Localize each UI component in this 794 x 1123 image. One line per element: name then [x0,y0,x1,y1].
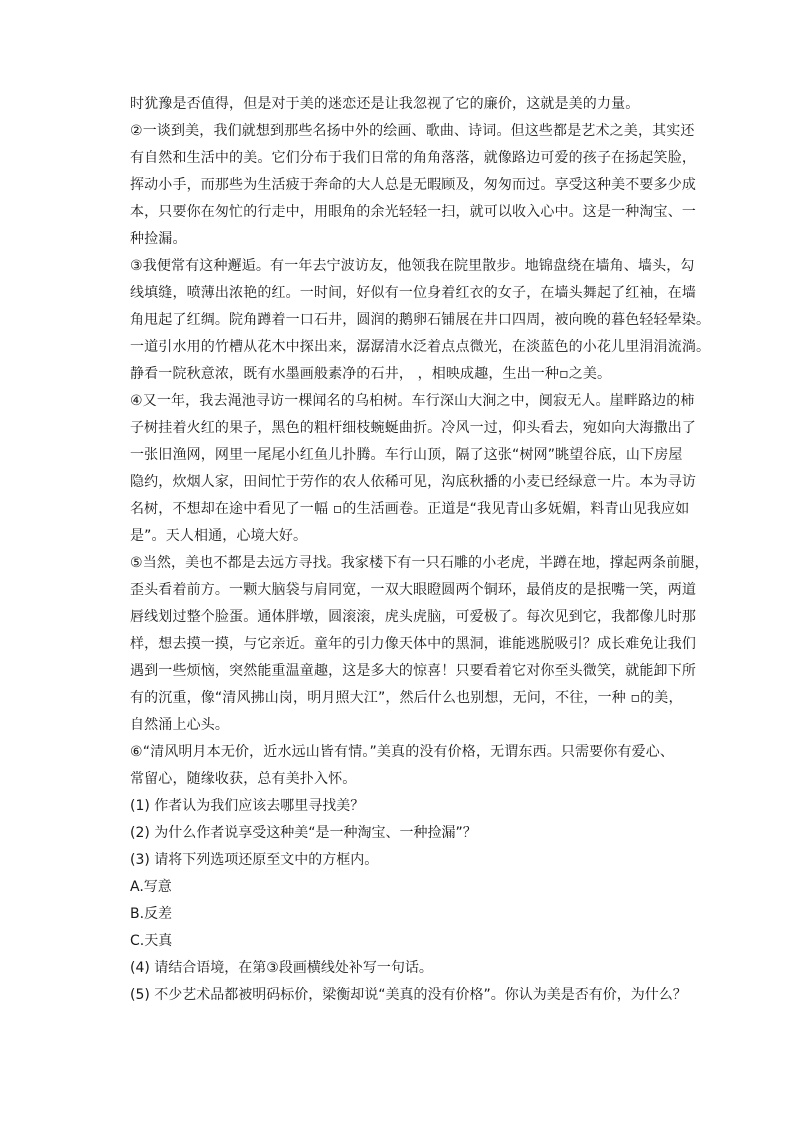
passage-line: ⑤当然，美也不都是去远方寻找。我家楼下有一只石雕的小老虎，半蹲在地，撑起两条前腿， [130,555,709,571]
question-1: (1) 作者认为我们应该去哪里寻找美？ [130,798,365,814]
passage-line: 子树挂着火红的果子，黑色的粗杆细枝蜿蜒曲折。冷风一过，仰头看去，宛如向大海撒出了 [130,420,696,436]
passage-line: 线填缝，喷薄出浓艳的红。一时间，好似有一位身着红衣的女子，在墙头舞起了红袖，在墙 [130,285,696,301]
question-2: (2) 为什么作者说享受这种美“是一种淘宝、一种捡漏”？ [130,825,477,841]
passage-line: 样，想去摸一摸，与它亲近。童年的引力像天体中的黑洞，谁能逃脱吸引？成长难免让我们 [130,636,696,652]
passage-line: 名树，不想却在途中看见了一幅 ▫的生活画卷。正道是“我见青山多妩媚，料青山见我应如 [130,501,690,517]
passage-line: 种捡漏。 [130,231,187,247]
passage-line: ④又一年，我去渑池寻访一棵闻名的乌桕树。车行深山大涧之中，阒寂无人。崖畔路边的柿 [130,393,695,409]
passage-line: 静看一院秋意浓，既有水墨画般素净的石井， ，相映成趣，生出一种▫之美。 [130,366,612,382]
passage-line: 自然涌上心头。 [130,717,230,733]
passage-line: 一道引水用的竹槽从花木中探出来，潺潺清水泛着点点微光，在淡蓝色的小花儿里涓涓流淌。 [130,339,711,355]
passage-line: 有的沉重，像“清风拂山岗，明月照大江”，然后什么也别想，无问，不往，一种 ▫的美， [130,690,683,706]
passage-line: ②一谈到美，我们就想到那些名扬中外的绘画、歌曲、诗词。但这些都是艺术之美，其实还 [130,123,695,139]
question-3: (3) 请将下列选项还原至文中的方框内。 [130,852,379,868]
passage-line: 本，只要你在匆忙的行走中，用眼角的余光轻轻一扫，就可以收入心中。这是一种淘宝、一 [130,204,696,220]
option-a: A.写意 [130,879,172,895]
passage-line: 挥动小手，而那些为生活疲于奔命的大人总是无暇顾及，匆匆而过。享受这种美不要多少成 [130,177,696,193]
passage-line: ③我便常有这种邂逅。有一年去宁波访友，他领我在院里散步。地锦盘绕在墙角、墙头，勾 [130,258,695,274]
passage-line: 时犹豫是否值得，但是对于美的迷恋还是让我忽视了它的廉价，这就是美的力量。 [130,96,640,112]
passage-line: ⑥“清风明月本无价，近水远山皆有情。”美真的没有价格，无谓东西。只需要你有爱心、 [130,744,675,760]
passage-line: 一张旧渔网，网里一尾尾小红鱼儿扑腾。车行山顶，隔了这张“树网”眺望谷底，山下房屋 [130,447,683,463]
passage-line: 隐约，炊烟人家，田间忙于劳作的农人依稀可见，沟底秋播的小麦已经绿意一片。本为寻访 [130,474,696,490]
passage-line: 是”。天人相通，心境大好。 [130,528,308,544]
question-4: (4) 请结合语境，在第③段画横线处补写一句话。 [130,960,433,976]
text-body [130,91,711,1009]
passage-line: 歪头看着前方。一颗大脑袋与肩同宽，一双大眼瞪圆两个铜环，最俏皮的是抿嘴一笑，两道 [130,582,696,598]
passage-line: 唇线划过整个脸蛋。通体胖墩，圆滚滚，虎头虎脑，可爱极了。每次见到它，我都像儿时那 [130,609,696,625]
passage-line: 有自然和生活中的美。它们分布于我们日常的角角落落，就像路边可爱的孩子在扬起笑脸， [130,150,696,166]
passage-line: 角甩起了红绸。院角蹲着一口石井，圆润的鹅卵石铺展在井口四周，被向晚的暮色轻轻晕染。 [130,312,711,328]
option-b: B.反差 [130,906,173,922]
option-c: C.天真 [130,933,173,949]
question-5: (5) 不少艺术品都被明码标价，梁衡却说“美真的没有价格”。你认为美是否有价，为什么？ [130,987,687,1003]
passage-line: 遇到一些烦恼，突然能重温童趣，这是多大的惊喜！只要看着它对你至头微笑，就能卸下所 [130,663,696,679]
passage-line: 常留心，随缘收获，总有美扑入怀。 [130,771,357,787]
